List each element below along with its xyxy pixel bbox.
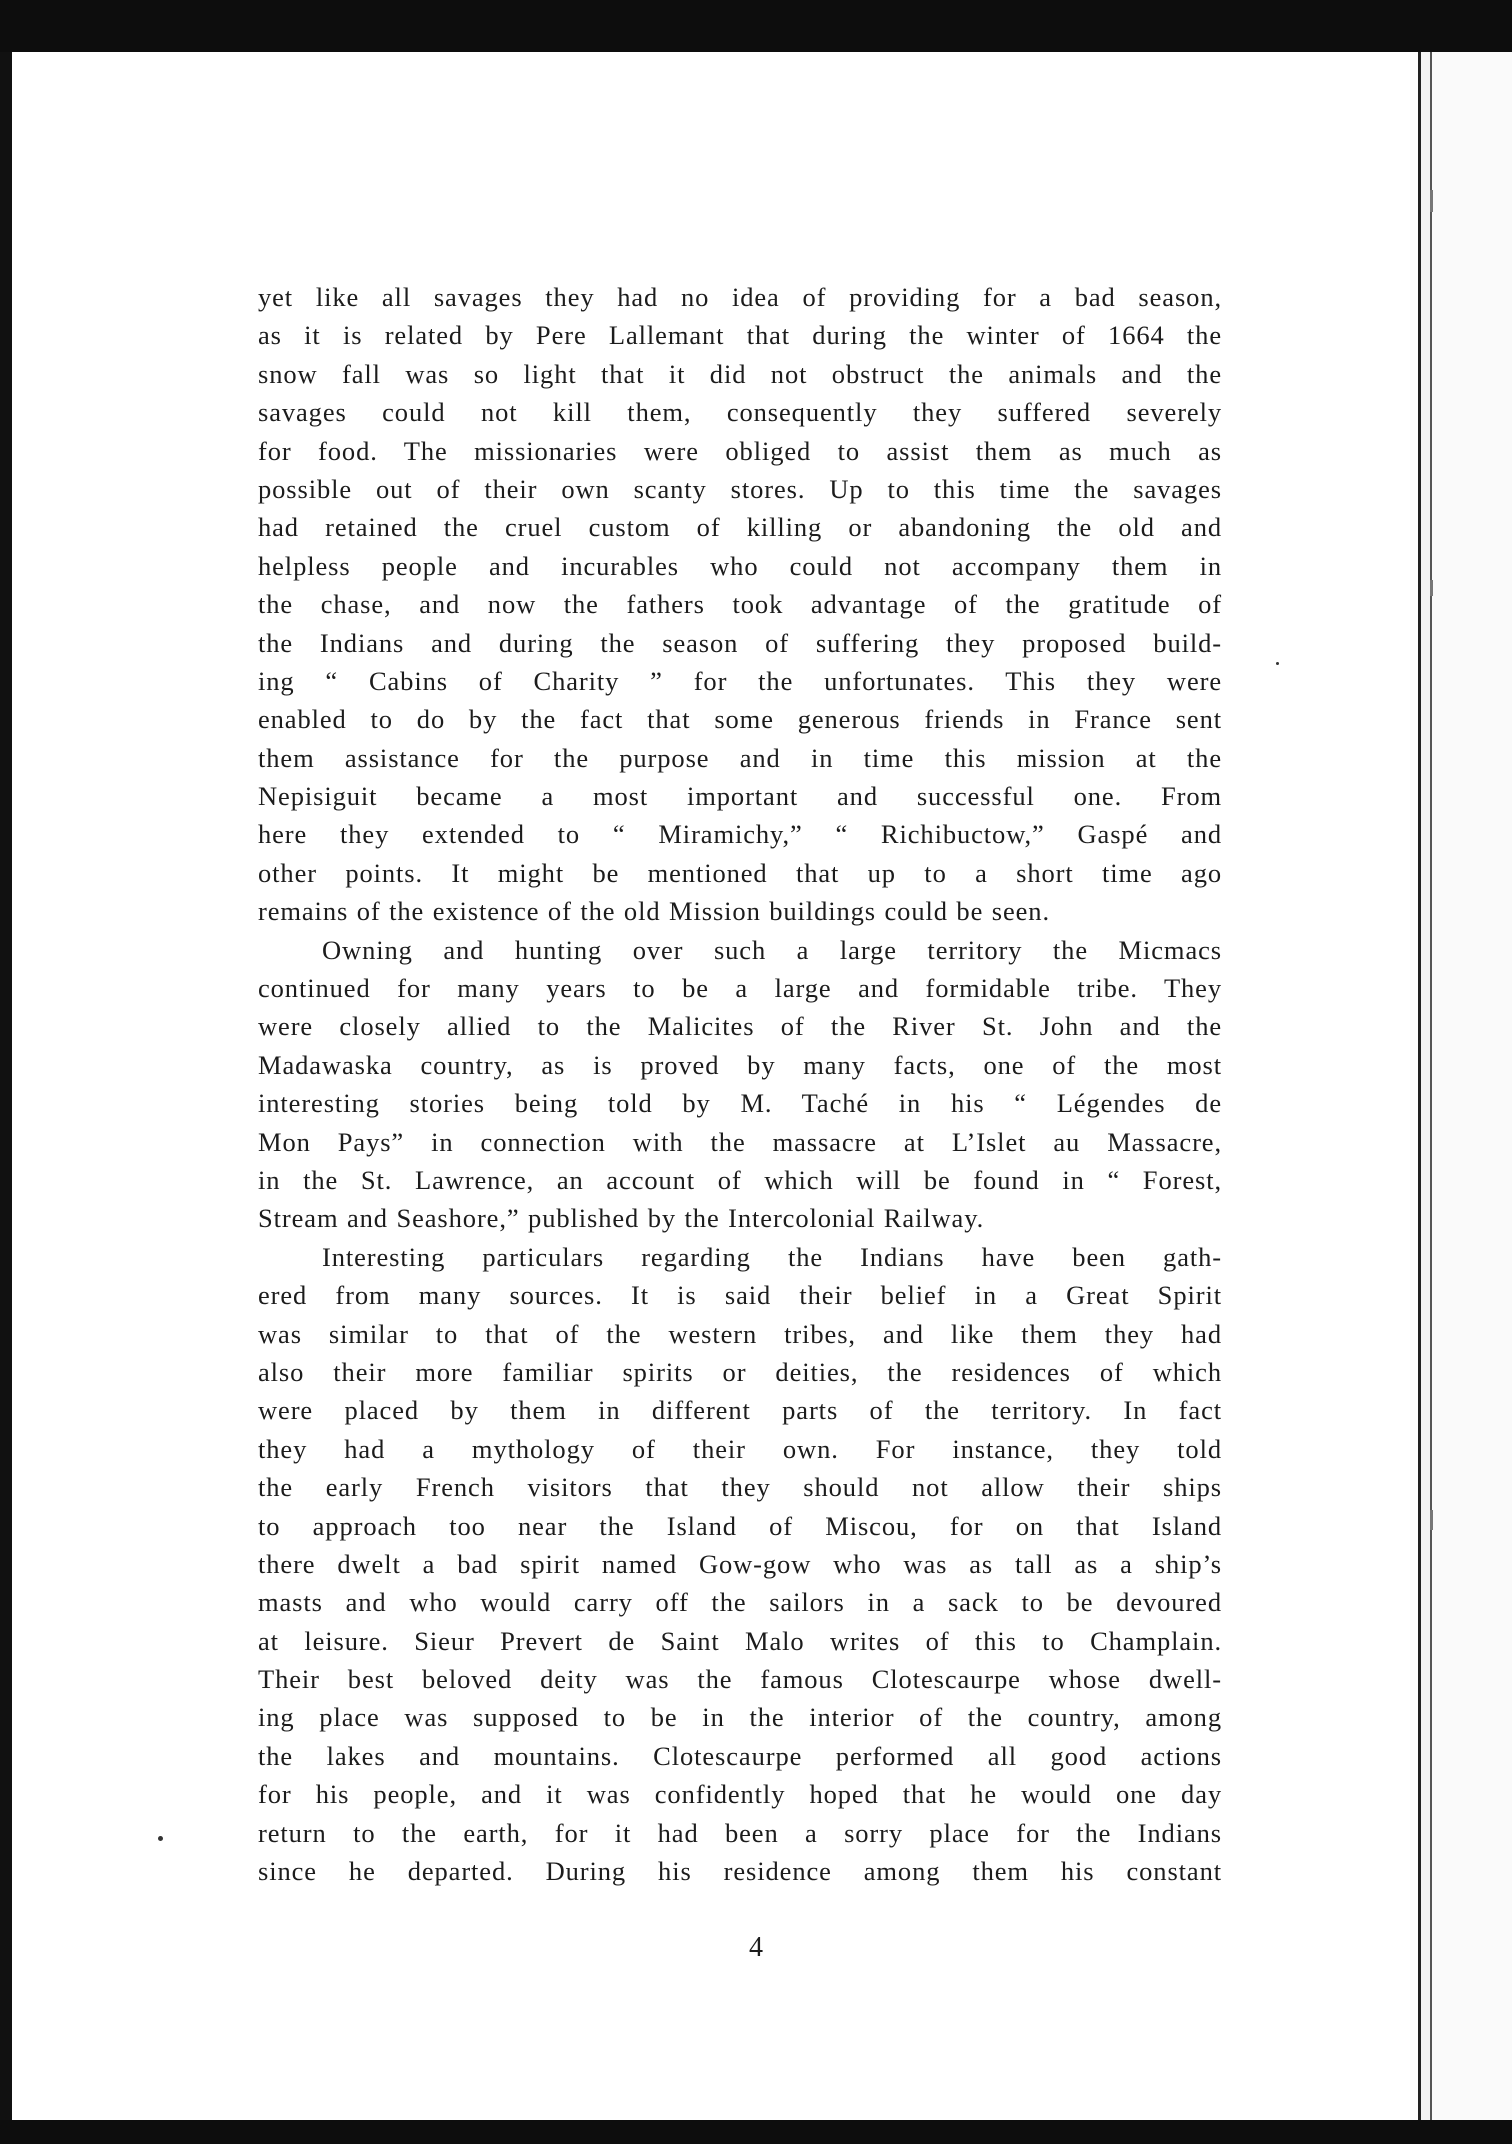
scan-bottom-border — [0, 2120, 1512, 2144]
page-gutter — [1418, 52, 1432, 2120]
text-line: Madawaska country, as is proved by many facts, one of the most — [258, 1049, 1222, 1080]
text-line: other points. It might be mentioned that up to a short time ago — [258, 857, 1222, 888]
text-line: savages could not kill them, consequently they suffered severely — [258, 397, 1222, 428]
text-line: also their more familiar spirits or deities, the residences of which — [258, 1356, 1222, 1387]
edge-mark — [1430, 190, 1433, 212]
text-line: Stream and Seashore,” published by the Intercolonial Railway. — [258, 1203, 985, 1234]
text-line: enabled to do by the fact that some generous friends in France sent — [258, 704, 1222, 735]
text-line: were closely allied to the Malicites of the River St. John and the — [258, 1011, 1222, 1042]
text-line: were placed by them in different parts of the territory. In fact — [258, 1395, 1222, 1426]
text-line: ing place was supposed to be in the interior of the country, among — [258, 1702, 1222, 1733]
text-line: the lakes and mountains. Clotescaurpe performed all good actions — [258, 1740, 1222, 1771]
text-line: there dwelt a bad spirit named Gow-gow who was as tall as a ship’s — [258, 1548, 1222, 1579]
text-line: for his people, and it was confidently hoped that he would one day — [258, 1779, 1222, 1810]
adjacent-page-edge — [1432, 52, 1512, 2120]
text-line: Interesting particulars regarding the Indians have been gath- — [322, 1241, 1222, 1272]
text-line: since he departed. During his residence among them his constant — [258, 1856, 1222, 1887]
text-line: Nepisiguit became a most important and successful one. From — [258, 781, 1222, 812]
text-line: in the St. Lawrence, an account of which will be found in “ Forest, — [258, 1164, 1222, 1195]
text-line: they had a mythology of their own. For instance, they told — [258, 1433, 1222, 1464]
text-line: ing “ Cabins of Charity ” for the unfortunates. This they were — [258, 665, 1222, 696]
edge-mark — [1430, 1510, 1433, 1530]
text-line: to approach too near the Island of Miscou, for on that Island — [258, 1510, 1222, 1541]
text-line: the chase, and now the fathers took advantage of the gratitude of — [258, 589, 1222, 620]
body-text — [258, 278, 1222, 1890]
text-line: masts and who would carry off the sailors in a sack to be devoured — [258, 1587, 1222, 1618]
text-line: here they extended to “ Miramichy,” “ Richibuctow,” Gaspé and — [258, 819, 1222, 850]
page-number: 4 — [749, 1932, 763, 1963]
scan-speck — [158, 1836, 163, 1841]
text-line: Their best beloved deity was the famous Clotescaurpe whose dwell- — [258, 1664, 1222, 1695]
text-line: return to the earth, for it had been a sorry place for the Indians — [258, 1817, 1222, 1848]
text-line: them assistance for the purpose and in time this mission at the — [258, 742, 1222, 773]
scan-speck — [1276, 662, 1279, 665]
text-line: for food. The missionaries were obliged to assist them as much as — [258, 435, 1222, 466]
edge-mark — [1430, 580, 1433, 596]
text-line: remains of the existence of the old Mission buildings could be seen. — [258, 896, 1050, 927]
scan-top-border — [0, 0, 1512, 52]
text-line: was similar to that of the western tribes, and like them they had — [258, 1318, 1222, 1349]
text-line: the early French visitors that they should not allow their ships — [258, 1472, 1222, 1503]
text-line: the Indians and during the season of suffering they proposed build- — [258, 627, 1222, 658]
text-line: helpless people and incurables who could not accompany them in — [258, 550, 1222, 581]
text-line: possible out of their own scanty stores. Up to this time the savages — [258, 473, 1222, 504]
text-line: Mon Pays” in connection with the massacre at L’Islet au Massacre, — [258, 1126, 1222, 1157]
text-line: had retained the cruel custom of killing or abandoning the old and — [258, 512, 1222, 543]
text-line: continued for many years to be a large and formidable tribe. They — [258, 973, 1222, 1004]
text-line: Owning and hunting over such a large territory the Micmacs — [322, 934, 1222, 965]
text-line: at leisure. Sieur Prevert de Saint Malo writes of this to Champlain. — [258, 1625, 1222, 1656]
text-line: ered from many sources. It is said their belief in a Great Spirit — [258, 1280, 1222, 1311]
text-line: snow fall was so light that it did not obstruct the animals and the — [258, 358, 1222, 389]
text-line: as it is related by Pere Lallemant that during the winter of 1664 the — [258, 320, 1222, 351]
text-line: interesting stories being told by M. Taché in his “ Légendes de — [258, 1088, 1222, 1119]
text-line: yet like all savages they had no idea of providing for a bad season, — [258, 282, 1222, 312]
